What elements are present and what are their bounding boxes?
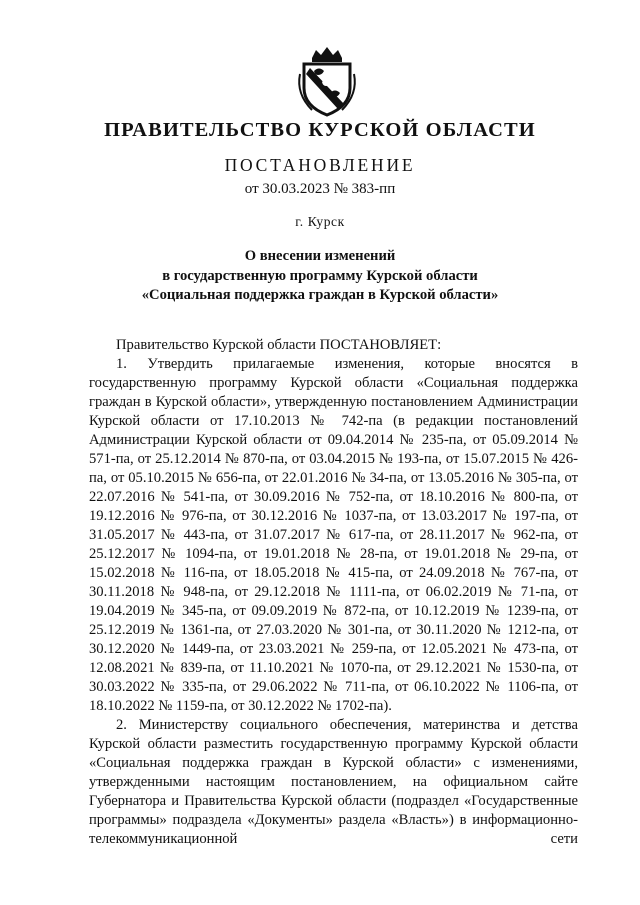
kursk-coat-of-arms-icon: [290, 44, 364, 118]
paragraph-item-1: 1. Утвердить прилагаемые изменения, которые вносятся в государственную программу Курской области «Социальная поддержка граждан в Курской области», утвержденную постановлением Администрации Курской области от 17.10.2013 № 742-па (в редакции постановлений Администрации Курской области от 09.04.2014 № 235-па, от 05.09.2014 № 571-па, от 25.12.2014 № 870-па, от 03.04.2015 № 193-па, от 15.07.2015 № 426-па, от 05.10.2015 № 656-па, от 22.01.2016 № 34-па, от 13.05.2016 № 305-па, от 22.07.2016 № 541-па, от 30.09.2016 № 752-па, от 18.10.2016 № 800-па, от 19.12.2016 № 976-па, от 30.12.2016 № 1037-па, от 13.03.2017 № 197-па, от 31.05.2017 № 443-па, от 31.07.2017 № 617-па, от 28.11.2017 № 962-па, от 25.12.2017 № 1094-па, от 19.01.2018 № 28-па, от 19.01.2018 № 29-па, от 15.02.2018 № 116-па, от 18.05.2018 № 415-па, от 24.09.2018 № 767-па, от 30.11.2018 № 948-па, от 29.12.2018 № 1111-па, от 06.02.2019 № 71-па, от 19.04.2019 № 345-па, от 09.09.2019 № 872-па, от 10.12.2019 № 1239-па, от 25.12.2019 № 1361-па, от 27.03.2020 № 301-па, от 30.11.2020 № 1212-па, от 30.12.2020 № 1449-па, от 23.03.2021 № 259-па, от 12.05.2021 № 473-па, от 12.08.2021 № 839-па, от 11.10.2021 № 1070-па, от 29.12.2021 № 1530-па, от 30.03.2022 № 335-па, от 29.06.2022 № 711-па, от 06.10.2022 № 1106-па, от 18.10.2022 № 1159-па, от 30.12.2022 № 1702-па).: [89, 356, 578, 714]
intro-paragraph: Правительство Курской области ПОСТАНОВЛЯЕТ:: [116, 337, 442, 353]
document-body: [89, 336, 578, 849]
document-type: ПОСТАНОВЛЕНИЕ: [224, 155, 416, 175]
title-line: О внесении изменений: [244, 248, 396, 264]
city: г. Курск: [295, 214, 345, 229]
title-line: в государственную программу Курской области: [162, 267, 478, 284]
title-line: «Социальная поддержка граждан в Курской области»: [141, 287, 499, 303]
document-title: [0, 247, 640, 306]
government-name: ПРАВИТЕЛЬСТВО КУРСКОЙ ОБЛАСТИ: [104, 119, 536, 141]
paragraph-item-2: 2. Министерству социального обеспечения, материнства и детства Курской области разместить государственную программу Курской области «Социальная поддержка граждан в Курской области» с изменениями, утвержденными настоящим постановлением, на официальном сайте Губернатора и Правительства Курской области (подраздел «Государственные программы» подраздела «Документы» раздела «Власть») в информационно-телекоммуникационной сети: [89, 717, 578, 847]
document-number: от 30.03.2023 № 383-пп: [244, 181, 396, 197]
